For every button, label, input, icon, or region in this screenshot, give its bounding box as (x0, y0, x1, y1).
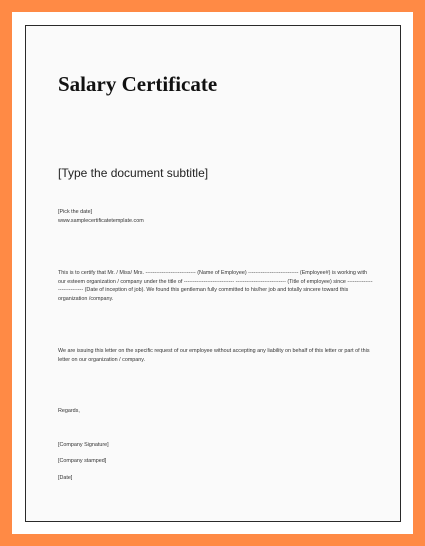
company-signature: [Company Signature] (58, 442, 109, 448)
company-stamp: [Company stamped] (58, 458, 107, 464)
date-field: [Date] (58, 475, 73, 481)
regards-text: Regards, (58, 408, 80, 414)
document-page (12, 12, 413, 534)
disclaimer-paragraph: We are issuing this letter on the specific request of our employee without accepting any liability on behalf of this letter or part of this letter on our organization / company. (58, 348, 370, 363)
document-title: Salary Certificate (58, 72, 218, 96)
page-border (25, 25, 401, 522)
document-subtitle: [Type the document subtitle] (58, 166, 209, 180)
certification-paragraph: This is to certify that Mr. / Miss/ Mrs. ---------------------------- (Name of Employee) ---------------------------- (Employee#) is working with our esteem organization / company under the title of ---------------------------- ---------------------------- (Title of employee) since ---------------------------- (Date of inception of job). We found this gentleman fully committed to his/her job and totally sincere toward this organization /company. (58, 270, 373, 302)
website-url: www.samplecertificatetemplate.com (58, 218, 144, 224)
date-placeholder: [Pick the date] (58, 209, 93, 215)
